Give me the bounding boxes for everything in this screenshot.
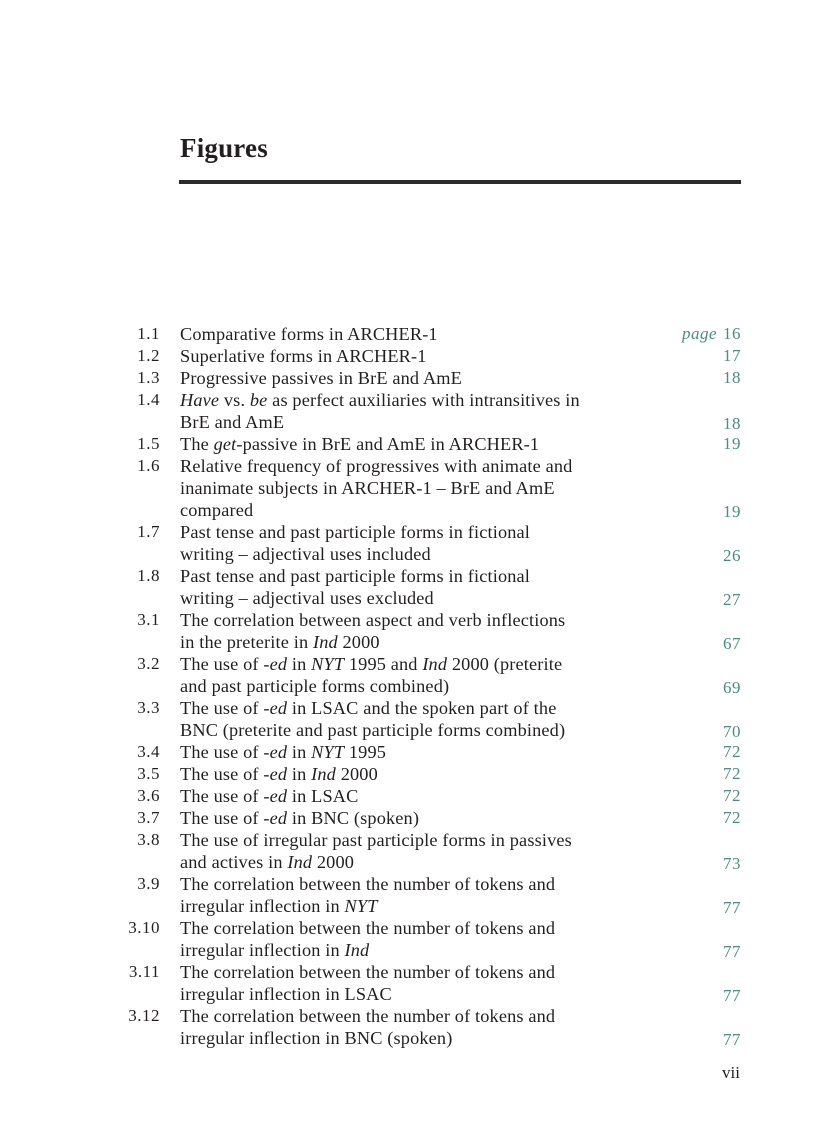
- caption-line: [180, 477, 645, 499]
- page-number-value: 73: [723, 854, 741, 873]
- caption-line: [180, 543, 645, 565]
- caption-line: [180, 433, 645, 455]
- figure-entry: [0, 807, 816, 829]
- page-number: [723, 985, 741, 1007]
- caption-line: [180, 939, 645, 961]
- figure-entry: [0, 433, 816, 455]
- page-number: [723, 545, 741, 567]
- caption-text: Ind: [287, 852, 313, 872]
- page-number-value: 18: [723, 414, 741, 433]
- caption-line: [180, 719, 645, 741]
- page-number-value: 26: [723, 546, 741, 565]
- figure-caption: [180, 961, 645, 1005]
- page-number: [723, 433, 741, 455]
- caption-text: The: [180, 434, 214, 454]
- figure-number: 3.8: [137, 830, 160, 849]
- caption-text: Ind: [422, 654, 448, 674]
- caption-text: in LSAC and the spoken part of the: [287, 698, 557, 718]
- caption-text: in: [287, 654, 312, 674]
- figure-entry: [0, 345, 816, 367]
- figure-caption: [180, 345, 645, 367]
- caption-text: Superlative forms in ARCHER-1: [180, 346, 427, 366]
- caption-line: [180, 411, 645, 433]
- page-number: [723, 589, 741, 611]
- caption-text: writing – adjectival uses excluded: [180, 588, 434, 608]
- page-number: [723, 345, 741, 367]
- caption-text: Ind: [312, 632, 338, 652]
- caption-line: [180, 499, 645, 521]
- caption-line: [180, 873, 645, 895]
- figure-number: 3.11: [128, 962, 160, 981]
- caption-text: in BNC (spoken): [287, 808, 420, 828]
- figure-caption: [180, 367, 645, 389]
- caption-line: [180, 675, 645, 697]
- caption-line: [180, 565, 645, 587]
- page-number: [723, 763, 741, 785]
- page-number-value: 27: [723, 590, 741, 609]
- page-number: [723, 853, 741, 875]
- caption-line: [180, 1005, 645, 1027]
- caption-line: [180, 609, 645, 631]
- caption-text: -ed: [263, 764, 288, 784]
- page-number-value: 72: [723, 764, 741, 783]
- figure-entry: [0, 389, 816, 433]
- figure-number: 3.7: [137, 808, 160, 827]
- caption-text: Ind: [344, 940, 370, 960]
- page-number-value: 77: [723, 942, 741, 961]
- caption-text: Have: [180, 390, 220, 410]
- figure-number: 3.9: [137, 874, 160, 893]
- figure-entry: [0, 873, 816, 917]
- figure-caption: [180, 763, 645, 785]
- caption-text: 2000 (preterite: [447, 654, 563, 674]
- caption-line: [180, 455, 645, 477]
- caption-line: [180, 851, 645, 873]
- figure-entry: [0, 323, 816, 345]
- caption-text: The correlation between the number of tokens and: [180, 962, 556, 982]
- figure-entry: [0, 609, 816, 653]
- figure-caption: [180, 785, 645, 807]
- figure-number: 1.6: [137, 456, 160, 475]
- figure-number: 3.5: [137, 764, 160, 783]
- caption-line: [180, 345, 645, 367]
- caption-line: [180, 367, 645, 389]
- caption-text: The use of: [180, 698, 264, 718]
- page-number: [723, 1029, 741, 1051]
- caption-text: -ed: [263, 786, 288, 806]
- figure-entry: [0, 521, 816, 565]
- caption-line: [180, 389, 645, 411]
- page-number: [723, 677, 741, 699]
- figure-list: [0, 323, 816, 1049]
- caption-text: be: [249, 390, 268, 410]
- figure-entry: [0, 653, 816, 697]
- figure-entry: [0, 917, 816, 961]
- caption-text: inanimate subjects in ARCHER-1 – BrE and AmE: [180, 478, 555, 498]
- figure-number: 3.10: [128, 918, 160, 937]
- caption-text: vs.: [219, 390, 250, 410]
- caption-text: in: [287, 764, 312, 784]
- figure-number: 3.1: [137, 610, 160, 629]
- page-number: [723, 741, 741, 763]
- figure-caption: [180, 455, 645, 521]
- figure-caption: [180, 433, 645, 455]
- page-number-value: 77: [723, 986, 741, 1005]
- page-title: Figures: [180, 133, 268, 163]
- caption-text: in: [287, 742, 312, 762]
- caption-text: writing – adjectival uses included: [180, 544, 431, 564]
- caption-text: and past participle forms combined): [180, 676, 450, 696]
- page-label: page: [681, 324, 717, 343]
- caption-text: The correlation between aspect and verb inflections: [180, 610, 566, 630]
- caption-text: irregular inflection in: [180, 940, 345, 960]
- caption-text: -ed: [263, 698, 288, 718]
- caption-text: 1995 and: [344, 654, 423, 674]
- page-number-value: 19: [723, 434, 741, 453]
- caption-text: Relative frequency of progressives with animate and: [180, 456, 573, 476]
- caption-text: irregular inflection in: [180, 896, 345, 916]
- page-number: [682, 323, 741, 345]
- caption-text: in the preterite in: [180, 632, 313, 652]
- page-number-value: 77: [723, 898, 741, 917]
- caption-text: The correlation between the number of tokens and: [180, 874, 556, 894]
- caption-text: 2000: [337, 632, 380, 652]
- caption-text: NYT: [311, 654, 345, 674]
- caption-text: The use of irregular past participle forms in passives: [180, 830, 572, 850]
- figure-entry: [0, 565, 816, 609]
- caption-text: -ed: [263, 654, 288, 674]
- page-number-value: 69: [723, 678, 741, 697]
- figure-entry: [0, 763, 816, 785]
- caption-text: BNC (preterite and past participle forms combined): [180, 720, 566, 740]
- figure-entry: [0, 367, 816, 389]
- caption-text: Ind: [311, 764, 336, 784]
- figure-number: 3.4: [137, 742, 160, 761]
- figure-caption: [180, 521, 645, 565]
- page-number: [723, 413, 741, 435]
- caption-text: Comparative forms in ARCHER-1: [180, 324, 438, 344]
- page-number: [723, 897, 741, 919]
- caption-line: [180, 961, 645, 983]
- caption-text: irregular inflection in LSAC: [180, 984, 392, 1004]
- caption-line: [180, 741, 645, 763]
- figure-caption: [180, 609, 645, 653]
- caption-line: [180, 895, 645, 917]
- caption-text: The use of: [180, 654, 264, 674]
- figure-number: 1.5: [137, 434, 160, 453]
- figure-number: 1.2: [137, 346, 160, 365]
- figure-number: 1.4: [137, 390, 160, 409]
- caption-line: [180, 697, 645, 719]
- caption-text: 2000: [335, 764, 378, 784]
- caption-text: and actives in: [180, 852, 288, 872]
- caption-line: [180, 323, 645, 345]
- page-number: [723, 941, 741, 963]
- figure-caption: [180, 653, 645, 697]
- page-number-value: 70: [723, 722, 741, 741]
- figure-number: 3.12: [128, 1006, 160, 1025]
- figure-caption: [180, 741, 645, 763]
- page-number-value: 16: [723, 324, 741, 343]
- figure-entry: [0, 785, 816, 807]
- page-number-value: 18: [723, 368, 741, 387]
- figure-number: 3.2: [137, 654, 160, 673]
- figure-caption: [180, 807, 645, 829]
- caption-line: [180, 653, 645, 675]
- page-number: [723, 807, 741, 829]
- figure-number: 1.7: [137, 522, 160, 541]
- figure-caption: [180, 323, 645, 345]
- figure-caption: [180, 829, 645, 873]
- caption-text: -ed: [263, 808, 288, 828]
- page-number: [723, 785, 741, 807]
- figure-caption: [180, 389, 645, 433]
- figure-number: 1.8: [137, 566, 160, 585]
- caption-line: [180, 631, 645, 653]
- caption-line: [180, 785, 645, 807]
- caption-line: [180, 829, 645, 851]
- caption-text: as perfect auxiliaries with intransitives in: [267, 390, 580, 410]
- figure-caption: [180, 1005, 645, 1049]
- page-number: [723, 367, 741, 389]
- page-number: [723, 501, 741, 523]
- figure-caption: [180, 873, 645, 917]
- caption-line: [180, 1027, 645, 1049]
- caption-text: Past tense and past participle forms in fictional: [180, 522, 531, 542]
- caption-text: 2000: [312, 852, 355, 872]
- figure-number: 1.1: [137, 324, 160, 343]
- caption-text: Past tense and past participle forms in fictional: [180, 566, 531, 586]
- figure-caption: [180, 917, 645, 961]
- caption-text: The use of: [180, 786, 264, 806]
- caption-text: -passive in BrE and AmE in ARCHER-1: [236, 434, 540, 454]
- caption-text: 1995: [344, 742, 387, 762]
- caption-text: get: [213, 434, 237, 454]
- page-number: [723, 633, 741, 655]
- figure-number: 3.6: [137, 786, 160, 805]
- caption-text: -ed: [263, 742, 288, 762]
- caption-line: [180, 521, 645, 543]
- figure-entry: [0, 961, 816, 1005]
- caption-text: NYT: [311, 742, 345, 762]
- figure-entry: [0, 1005, 816, 1049]
- page-number-value: 72: [723, 742, 741, 761]
- caption-text: compared: [180, 500, 254, 520]
- figure-entry: [0, 455, 816, 521]
- caption-line: [180, 763, 645, 785]
- page-number-value: 19: [723, 502, 741, 521]
- page-number-value: 72: [723, 808, 741, 827]
- caption-line: [180, 807, 645, 829]
- caption-text: NYT: [344, 896, 378, 916]
- figure-entry: [0, 741, 816, 763]
- caption-text: Progressive passives in BrE and AmE: [180, 368, 462, 388]
- caption-line: [180, 917, 645, 939]
- figure-number: 3.3: [137, 698, 160, 717]
- figure-number: 1.3: [137, 368, 160, 387]
- caption-text: irregular inflection in BNC (spoken): [180, 1028, 453, 1048]
- figure-entry: [0, 829, 816, 873]
- figure-caption: [180, 697, 645, 741]
- figure-entry: [0, 697, 816, 741]
- page-number-value: 67: [723, 634, 741, 653]
- caption-line: [180, 983, 645, 1005]
- page-number-value: 72: [723, 786, 741, 805]
- title-rule: [179, 180, 741, 184]
- caption-text: The use of: [180, 808, 264, 828]
- caption-text: The correlation between the number of tokens and: [180, 1006, 556, 1026]
- page-folio: vii: [722, 1063, 740, 1082]
- page-number-value: 77: [723, 1030, 741, 1049]
- page-number-value: 17: [723, 346, 741, 365]
- caption-text: The use of: [180, 742, 264, 762]
- caption-text: The correlation between the number of tokens and: [180, 918, 556, 938]
- caption-line: [180, 587, 645, 609]
- caption-text: The use of: [180, 764, 264, 784]
- caption-text: in LSAC: [287, 786, 359, 806]
- figure-caption: [180, 565, 645, 609]
- page-number: [723, 721, 741, 743]
- caption-text: BrE and AmE: [180, 412, 285, 432]
